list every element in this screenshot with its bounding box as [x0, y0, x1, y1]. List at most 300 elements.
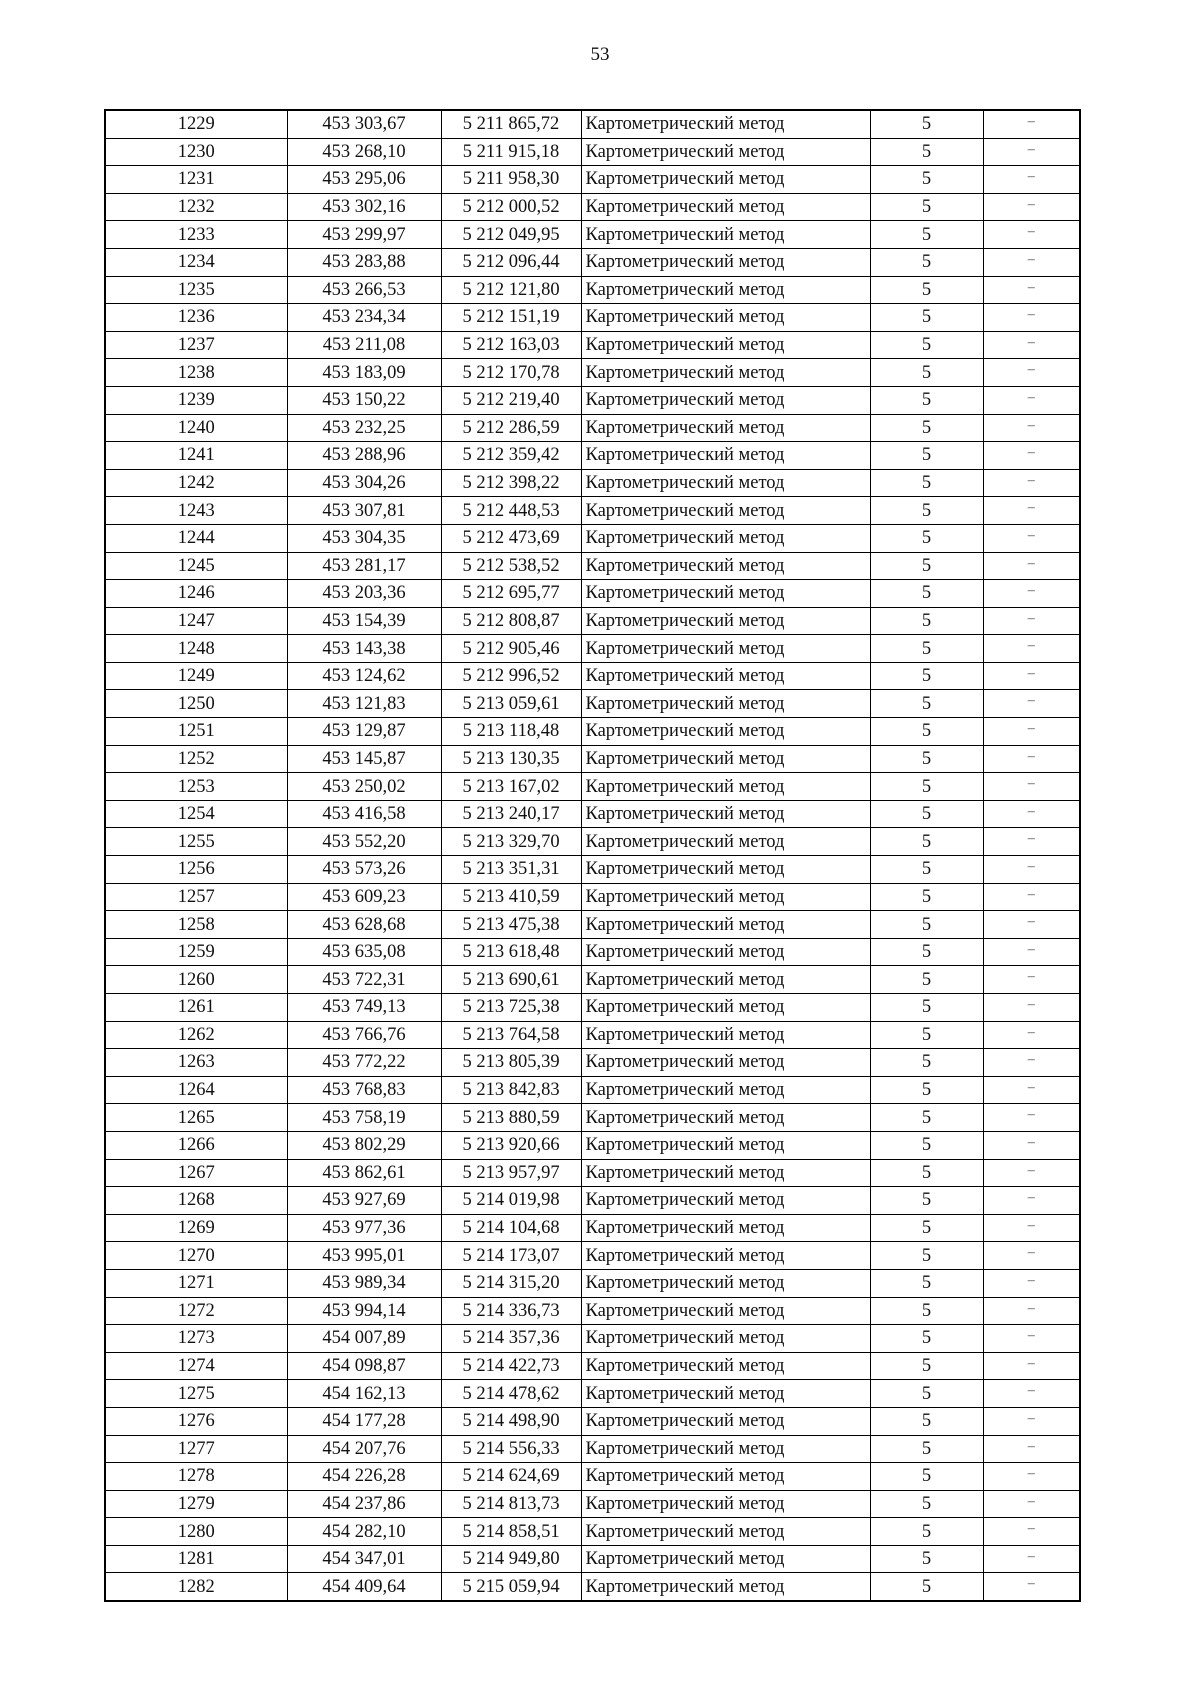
method-cell: Картометрический метод — [581, 304, 870, 332]
x-coordinate-cell: 453 927,69 — [287, 1187, 441, 1215]
method-cell: Картометрический метод — [581, 386, 870, 414]
point-number-cell: 1279 — [105, 1490, 287, 1518]
note-cell: – — [983, 1214, 1080, 1242]
table-row — [105, 690, 1080, 718]
y-coordinate-cell: 5 213 410,59 — [441, 883, 581, 911]
accuracy-cell: 5 — [870, 856, 983, 884]
method-cell: Картометрический метод — [581, 414, 870, 442]
y-coordinate-cell: 5 214 498,90 — [441, 1407, 581, 1435]
point-number-cell: 1272 — [105, 1297, 287, 1325]
x-coordinate-cell: 453 977,36 — [287, 1214, 441, 1242]
table-row — [105, 1187, 1080, 1215]
table-row — [105, 1545, 1080, 1573]
table-row — [105, 1380, 1080, 1408]
method-cell: Картометрический метод — [581, 662, 870, 690]
point-number-cell: 1243 — [105, 497, 287, 525]
y-coordinate-cell: 5 214 357,36 — [441, 1325, 581, 1353]
x-coordinate-cell: 453 772,22 — [287, 1049, 441, 1077]
point-number-cell: 1252 — [105, 745, 287, 773]
note-cell: – — [983, 442, 1080, 470]
note-cell: – — [983, 994, 1080, 1022]
x-coordinate-cell: 453 299,97 — [287, 221, 441, 249]
x-coordinate-cell: 453 288,96 — [287, 442, 441, 470]
method-cell: Картометрический метод — [581, 1352, 870, 1380]
note-cell: – — [983, 1463, 1080, 1491]
method-cell: Картометрический метод — [581, 1435, 870, 1463]
page-number: 53 — [590, 44, 610, 65]
method-cell: Картометрический метод — [581, 1463, 870, 1491]
table-row — [105, 1435, 1080, 1463]
method-cell: Картометрический метод — [581, 1159, 870, 1187]
y-coordinate-cell: 5 212 096,44 — [441, 248, 581, 276]
x-coordinate-cell: 453 749,13 — [287, 994, 441, 1022]
point-number-cell: 1259 — [105, 938, 287, 966]
method-cell: Картометрический метод — [581, 1380, 870, 1408]
y-coordinate-cell: 5 212 049,95 — [441, 221, 581, 249]
point-number-cell: 1230 — [105, 138, 287, 166]
table-row — [105, 1490, 1080, 1518]
y-coordinate-cell: 5 214 556,33 — [441, 1435, 581, 1463]
accuracy-cell: 5 — [870, 662, 983, 690]
x-coordinate-cell: 453 628,68 — [287, 911, 441, 939]
table-row — [105, 994, 1080, 1022]
x-coordinate-cell: 453 862,61 — [287, 1159, 441, 1187]
point-number-cell: 1253 — [105, 773, 287, 801]
point-number-cell: 1281 — [105, 1545, 287, 1573]
note-cell: – — [983, 1325, 1080, 1353]
note-cell: – — [983, 662, 1080, 690]
table-row — [105, 1131, 1080, 1159]
y-coordinate-cell: 5 211 915,18 — [441, 138, 581, 166]
method-cell: Картометрический метод — [581, 690, 870, 718]
point-number-cell: 1233 — [105, 221, 287, 249]
y-coordinate-cell: 5 212 170,78 — [441, 359, 581, 387]
point-number-cell: 1276 — [105, 1407, 287, 1435]
note-cell: – — [983, 552, 1080, 580]
table-row — [105, 110, 1080, 138]
note-cell: – — [983, 497, 1080, 525]
point-number-cell: 1237 — [105, 331, 287, 359]
table-row — [105, 1463, 1080, 1491]
method-cell: Картометрический метод — [581, 497, 870, 525]
note-cell: – — [983, 1021, 1080, 1049]
method-cell: Картометрический метод — [581, 248, 870, 276]
point-number-cell: 1268 — [105, 1187, 287, 1215]
y-coordinate-cell: 5 214 813,73 — [441, 1490, 581, 1518]
method-cell: Картометрический метод — [581, 110, 870, 138]
y-coordinate-cell: 5 212 448,53 — [441, 497, 581, 525]
coordinates-table — [104, 109, 1081, 1602]
point-number-cell: 1263 — [105, 1049, 287, 1077]
accuracy-cell: 5 — [870, 1159, 983, 1187]
point-number-cell: 1250 — [105, 690, 287, 718]
accuracy-cell: 5 — [870, 1352, 983, 1380]
method-cell: Картометрический метод — [581, 800, 870, 828]
note-cell: – — [983, 1187, 1080, 1215]
point-number-cell: 1254 — [105, 800, 287, 828]
y-coordinate-cell: 5 214 949,80 — [441, 1545, 581, 1573]
y-coordinate-cell: 5 214 422,73 — [441, 1352, 581, 1380]
y-coordinate-cell: 5 214 104,68 — [441, 1214, 581, 1242]
x-coordinate-cell: 453 295,06 — [287, 166, 441, 194]
table-row — [105, 828, 1080, 856]
accuracy-cell: 5 — [870, 110, 983, 138]
accuracy-cell: 5 — [870, 1545, 983, 1573]
accuracy-cell: 5 — [870, 1242, 983, 1270]
table-row — [105, 580, 1080, 608]
table-row — [105, 718, 1080, 746]
table-row — [105, 773, 1080, 801]
note-cell: – — [983, 469, 1080, 497]
y-coordinate-cell: 5 213 118,48 — [441, 718, 581, 746]
accuracy-cell: 5 — [870, 1490, 983, 1518]
y-coordinate-cell: 5 212 151,19 — [441, 304, 581, 332]
y-coordinate-cell: 5 212 996,52 — [441, 662, 581, 690]
x-coordinate-cell: 453 995,01 — [287, 1242, 441, 1270]
note-cell: – — [983, 966, 1080, 994]
accuracy-cell: 5 — [870, 773, 983, 801]
method-cell: Картометрический метод — [581, 635, 870, 663]
note-cell: – — [983, 1159, 1080, 1187]
note-cell: – — [983, 1049, 1080, 1077]
y-coordinate-cell: 5 212 219,40 — [441, 386, 581, 414]
point-number-cell: 1245 — [105, 552, 287, 580]
accuracy-cell: 5 — [870, 1407, 983, 1435]
point-number-cell: 1231 — [105, 166, 287, 194]
x-coordinate-cell: 453 766,76 — [287, 1021, 441, 1049]
method-cell: Картометрический метод — [581, 938, 870, 966]
y-coordinate-cell: 5 213 920,66 — [441, 1131, 581, 1159]
table-row — [105, 1049, 1080, 1077]
x-coordinate-cell: 453 802,29 — [287, 1131, 441, 1159]
method-cell: Картометрический метод — [581, 331, 870, 359]
method-cell: Картометрический метод — [581, 1325, 870, 1353]
table-row — [105, 1518, 1080, 1546]
note-cell: – — [983, 110, 1080, 138]
y-coordinate-cell: 5 212 538,52 — [441, 552, 581, 580]
method-cell: Картометрический метод — [581, 1518, 870, 1546]
table-row — [105, 359, 1080, 387]
note-cell: – — [983, 1380, 1080, 1408]
table-row — [105, 1214, 1080, 1242]
point-number-cell: 1242 — [105, 469, 287, 497]
accuracy-cell: 5 — [870, 883, 983, 911]
point-number-cell: 1267 — [105, 1159, 287, 1187]
note-cell: – — [983, 580, 1080, 608]
y-coordinate-cell: 5 213 957,97 — [441, 1159, 581, 1187]
accuracy-cell: 5 — [870, 690, 983, 718]
table-row — [105, 524, 1080, 552]
point-number-cell: 1270 — [105, 1242, 287, 1270]
accuracy-cell: 5 — [870, 138, 983, 166]
table-row — [105, 276, 1080, 304]
x-coordinate-cell: 453 129,87 — [287, 718, 441, 746]
y-coordinate-cell: 5 214 858,51 — [441, 1518, 581, 1546]
point-number-cell: 1247 — [105, 607, 287, 635]
method-cell: Картометрический метод — [581, 883, 870, 911]
note-cell: – — [983, 1297, 1080, 1325]
table-row — [105, 166, 1080, 194]
accuracy-cell: 5 — [870, 497, 983, 525]
method-cell: Картометрический метод — [581, 828, 870, 856]
x-coordinate-cell: 453 573,26 — [287, 856, 441, 884]
note-cell: – — [983, 248, 1080, 276]
note-cell: – — [983, 911, 1080, 939]
x-coordinate-cell: 453 154,39 — [287, 607, 441, 635]
method-cell: Картометрический метод — [581, 442, 870, 470]
x-coordinate-cell: 453 266,53 — [287, 276, 441, 304]
accuracy-cell: 5 — [870, 607, 983, 635]
method-cell: Картометрический метод — [581, 552, 870, 580]
accuracy-cell: 5 — [870, 938, 983, 966]
note-cell: – — [983, 331, 1080, 359]
accuracy-cell: 5 — [870, 718, 983, 746]
method-cell: Картометрический метод — [581, 1076, 870, 1104]
y-coordinate-cell: 5 213 329,70 — [441, 828, 581, 856]
x-coordinate-cell: 454 226,28 — [287, 1463, 441, 1491]
accuracy-cell: 5 — [870, 166, 983, 194]
table-row — [105, 331, 1080, 359]
x-coordinate-cell: 454 409,64 — [287, 1573, 441, 1601]
y-coordinate-cell: 5 214 315,20 — [441, 1269, 581, 1297]
method-cell: Картометрический метод — [581, 911, 870, 939]
x-coordinate-cell: 453 281,17 — [287, 552, 441, 580]
point-number-cell: 1249 — [105, 662, 287, 690]
method-cell: Картометрический метод — [581, 1049, 870, 1077]
accuracy-cell: 5 — [870, 1435, 983, 1463]
table-row — [105, 800, 1080, 828]
table-row — [105, 304, 1080, 332]
accuracy-cell: 5 — [870, 469, 983, 497]
note-cell: – — [983, 276, 1080, 304]
x-coordinate-cell: 453 183,09 — [287, 359, 441, 387]
point-number-cell: 1277 — [105, 1435, 287, 1463]
x-coordinate-cell: 453 121,83 — [287, 690, 441, 718]
note-cell: – — [983, 1545, 1080, 1573]
y-coordinate-cell: 5 212 695,77 — [441, 580, 581, 608]
point-number-cell: 1257 — [105, 883, 287, 911]
accuracy-cell: 5 — [870, 1518, 983, 1546]
y-coordinate-cell: 5 214 173,07 — [441, 1242, 581, 1270]
table-row — [105, 1573, 1080, 1601]
note-cell: – — [983, 1076, 1080, 1104]
table-row — [105, 883, 1080, 911]
method-cell: Картометрический метод — [581, 1021, 870, 1049]
note-cell: – — [983, 718, 1080, 746]
x-coordinate-cell: 453 304,26 — [287, 469, 441, 497]
table-row — [105, 1325, 1080, 1353]
point-number-cell: 1264 — [105, 1076, 287, 1104]
method-cell: Картометрический метод — [581, 1131, 870, 1159]
table-row — [105, 497, 1080, 525]
accuracy-cell: 5 — [870, 966, 983, 994]
point-number-cell: 1234 — [105, 248, 287, 276]
x-coordinate-cell: 453 150,22 — [287, 386, 441, 414]
x-coordinate-cell: 453 268,10 — [287, 138, 441, 166]
method-cell: Картометрический метод — [581, 773, 870, 801]
accuracy-cell: 5 — [870, 994, 983, 1022]
x-coordinate-cell: 453 768,83 — [287, 1076, 441, 1104]
note-cell: – — [983, 1352, 1080, 1380]
y-coordinate-cell: 5 211 865,72 — [441, 110, 581, 138]
table-row — [105, 193, 1080, 221]
accuracy-cell: 5 — [870, 1104, 983, 1132]
point-number-cell: 1241 — [105, 442, 287, 470]
accuracy-cell: 5 — [870, 442, 983, 470]
point-number-cell: 1265 — [105, 1104, 287, 1132]
y-coordinate-cell: 5 211 958,30 — [441, 166, 581, 194]
x-coordinate-cell: 453 416,58 — [287, 800, 441, 828]
accuracy-cell: 5 — [870, 800, 983, 828]
accuracy-cell: 5 — [870, 552, 983, 580]
x-coordinate-cell: 454 007,89 — [287, 1325, 441, 1353]
accuracy-cell: 5 — [870, 828, 983, 856]
note-cell: – — [983, 1573, 1080, 1601]
y-coordinate-cell: 5 213 351,31 — [441, 856, 581, 884]
point-number-cell: 1232 — [105, 193, 287, 221]
table-row — [105, 442, 1080, 470]
note-cell: – — [983, 1242, 1080, 1270]
method-cell: Картометрический метод — [581, 1545, 870, 1573]
method-cell: Картометрический метод — [581, 1407, 870, 1435]
x-coordinate-cell: 454 098,87 — [287, 1352, 441, 1380]
table-row — [105, 414, 1080, 442]
note-cell: – — [983, 221, 1080, 249]
note-cell: – — [983, 1104, 1080, 1132]
table-row — [105, 635, 1080, 663]
note-cell: – — [983, 138, 1080, 166]
method-cell: Картометрический метод — [581, 1573, 870, 1601]
table-row — [105, 911, 1080, 939]
y-coordinate-cell: 5 213 690,61 — [441, 966, 581, 994]
method-cell: Картометрический метод — [581, 1214, 870, 1242]
x-coordinate-cell: 454 282,10 — [287, 1518, 441, 1546]
method-cell: Картометрический метод — [581, 166, 870, 194]
accuracy-cell: 5 — [870, 524, 983, 552]
method-cell: Картометрический метод — [581, 718, 870, 746]
accuracy-cell: 5 — [870, 911, 983, 939]
point-number-cell: 1255 — [105, 828, 287, 856]
table-row — [105, 248, 1080, 276]
method-cell: Картометрический метод — [581, 359, 870, 387]
y-coordinate-cell: 5 213 725,38 — [441, 994, 581, 1022]
y-coordinate-cell: 5 213 475,38 — [441, 911, 581, 939]
y-coordinate-cell: 5 213 059,61 — [441, 690, 581, 718]
x-coordinate-cell: 453 234,34 — [287, 304, 441, 332]
point-number-cell: 1269 — [105, 1214, 287, 1242]
y-coordinate-cell: 5 212 000,52 — [441, 193, 581, 221]
x-coordinate-cell: 453 232,25 — [287, 414, 441, 442]
x-coordinate-cell: 453 145,87 — [287, 745, 441, 773]
table-row — [105, 469, 1080, 497]
table-row — [105, 1021, 1080, 1049]
x-coordinate-cell: 453 143,38 — [287, 635, 441, 663]
table-row — [105, 138, 1080, 166]
table-row — [105, 966, 1080, 994]
point-number-cell: 1278 — [105, 1463, 287, 1491]
method-cell: Картометрический метод — [581, 138, 870, 166]
note-cell: – — [983, 1435, 1080, 1463]
x-coordinate-cell: 453 302,16 — [287, 193, 441, 221]
y-coordinate-cell: 5 213 805,39 — [441, 1049, 581, 1077]
accuracy-cell: 5 — [870, 359, 983, 387]
y-coordinate-cell: 5 212 286,59 — [441, 414, 581, 442]
method-cell: Картометрический метод — [581, 1269, 870, 1297]
accuracy-cell: 5 — [870, 331, 983, 359]
method-cell: Картометрический метод — [581, 1187, 870, 1215]
note-cell: – — [983, 524, 1080, 552]
method-cell: Картометрический метод — [581, 221, 870, 249]
point-number-cell: 1248 — [105, 635, 287, 663]
accuracy-cell: 5 — [870, 1463, 983, 1491]
accuracy-cell: 5 — [870, 1380, 983, 1408]
note-cell: – — [983, 635, 1080, 663]
table-row — [105, 607, 1080, 635]
note-cell: – — [983, 1269, 1080, 1297]
table-row — [105, 1076, 1080, 1104]
x-coordinate-cell: 453 283,88 — [287, 248, 441, 276]
x-coordinate-cell: 454 207,76 — [287, 1435, 441, 1463]
method-cell: Картометрический метод — [581, 193, 870, 221]
y-coordinate-cell: 5 215 059,94 — [441, 1573, 581, 1601]
note-cell: – — [983, 856, 1080, 884]
point-number-cell: 1282 — [105, 1573, 287, 1601]
note-cell: – — [983, 193, 1080, 221]
note-cell: – — [983, 938, 1080, 966]
point-number-cell: 1236 — [105, 304, 287, 332]
x-coordinate-cell: 454 237,86 — [287, 1490, 441, 1518]
method-cell: Картометрический метод — [581, 994, 870, 1022]
accuracy-cell: 5 — [870, 304, 983, 332]
x-coordinate-cell: 454 162,13 — [287, 1380, 441, 1408]
point-number-cell: 1273 — [105, 1325, 287, 1353]
y-coordinate-cell: 5 212 359,42 — [441, 442, 581, 470]
accuracy-cell: 5 — [870, 193, 983, 221]
point-number-cell: 1280 — [105, 1518, 287, 1546]
method-cell: Картометрический метод — [581, 856, 870, 884]
accuracy-cell: 5 — [870, 248, 983, 276]
y-coordinate-cell: 5 213 240,17 — [441, 800, 581, 828]
note-cell: – — [983, 773, 1080, 801]
table-row — [105, 386, 1080, 414]
method-cell: Картометрический метод — [581, 580, 870, 608]
method-cell: Картометрический метод — [581, 1242, 870, 1270]
note-cell: – — [983, 745, 1080, 773]
note-cell: – — [983, 800, 1080, 828]
point-number-cell: 1275 — [105, 1380, 287, 1408]
note-cell: – — [983, 607, 1080, 635]
x-coordinate-cell: 453 303,67 — [287, 110, 441, 138]
y-coordinate-cell: 5 212 808,87 — [441, 607, 581, 635]
x-coordinate-cell: 453 609,23 — [287, 883, 441, 911]
accuracy-cell: 5 — [870, 580, 983, 608]
y-coordinate-cell: 5 213 130,35 — [441, 745, 581, 773]
y-coordinate-cell: 5 213 842,83 — [441, 1076, 581, 1104]
method-cell: Картометрический метод — [581, 276, 870, 304]
table-row — [105, 1269, 1080, 1297]
y-coordinate-cell: 5 213 880,59 — [441, 1104, 581, 1132]
table-row — [105, 745, 1080, 773]
method-cell: Картометрический метод — [581, 1104, 870, 1132]
accuracy-cell: 5 — [870, 1076, 983, 1104]
x-coordinate-cell: 453 635,08 — [287, 938, 441, 966]
accuracy-cell: 5 — [870, 1325, 983, 1353]
y-coordinate-cell: 5 213 764,58 — [441, 1021, 581, 1049]
method-cell: Картометрический метод — [581, 1490, 870, 1518]
note-cell: – — [983, 414, 1080, 442]
accuracy-cell: 5 — [870, 1131, 983, 1159]
x-coordinate-cell: 453 758,19 — [287, 1104, 441, 1132]
